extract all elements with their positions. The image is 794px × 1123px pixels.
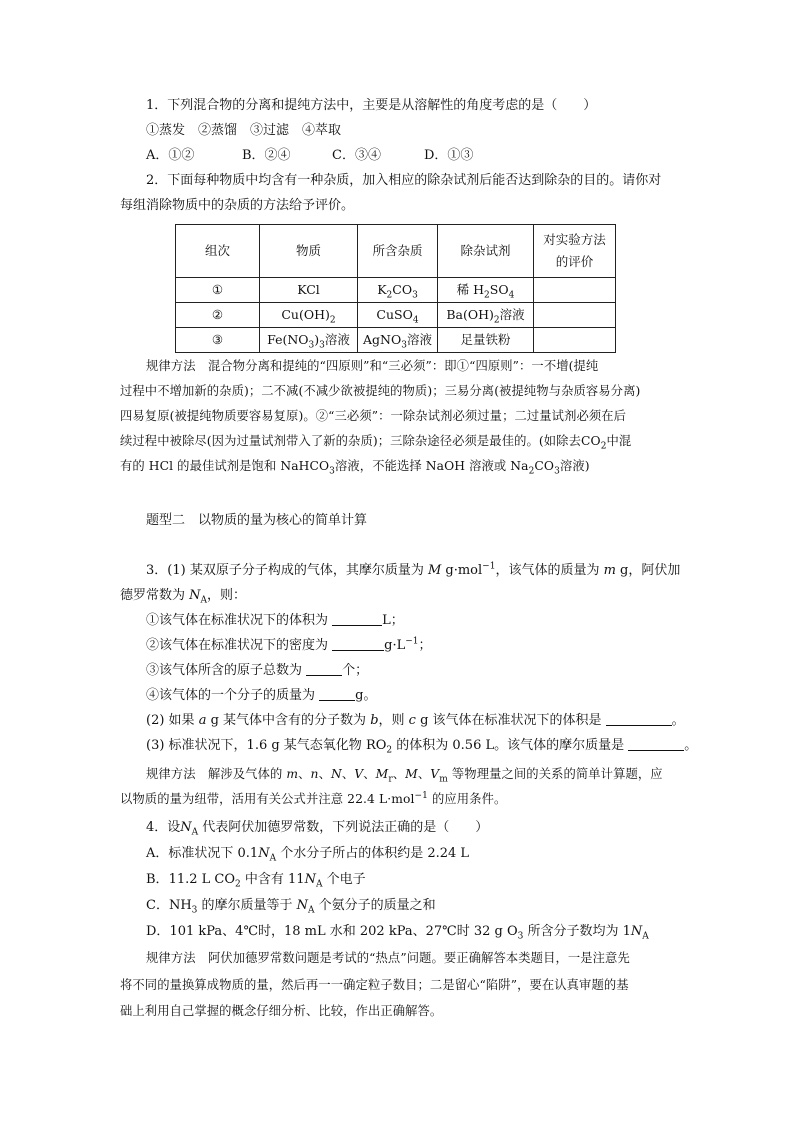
q3-stem-line2: 德罗常数为 $N_A$，则： [120,588,247,606]
answer-blank[interactable] [332,613,382,626]
cell-group: ① [176,278,260,303]
table-row [176,278,616,303]
rule3-line2: 将不同的量换算成物质的量，然后再一一确定粒子数目；二是留心“陷阱”，要在认真审题的基 [120,978,629,992]
cell-substance: KCl [260,278,358,303]
cell-impurity: CuSO$_4$ [358,303,438,328]
impurity-table [175,224,616,353]
rule1-line3: 四易复原(被提纯物质要容易复原)。②“三必须”：一除杂试剂必须过量；二过量试剂必须在后 [120,409,627,423]
q2-stem-line1: 2．下面每种物质中均含有一种杂质，加入相应的除杂试剂后能否达到除杂的目的。请你对 [146,173,662,188]
cell-evaluation[interactable] [534,328,616,353]
answer-blank[interactable] [606,713,672,726]
header-evaluation-line1: 对实验方法 [543,232,606,247]
cell-substance: $Fe(NO_3)_3$溶液 [260,328,358,353]
q4-option-a: A．标准状况下 $0.1N_A$ 个水分子所占的体积约是 2.24 L [146,846,470,864]
cell-reagent: 足量铁粉 [438,328,534,353]
q4-option-c: C．$NH_3$ 的摩尔质量等于 $N_A$ 个氨分子的质量之和 [146,898,436,916]
cell-impurity: $K_2CO_3$ [358,278,438,303]
cell-group: ② [176,303,260,328]
rule3-line3: 础上利用自己掌握的概念仔细分析、比较，作出正确解答。 [120,1004,443,1018]
q3-stem-line1: 3．(1) 某双原子分子构成的气体，其摩尔质量为 M g·mol$^{-1}$，该气体的质量为 m g，阿伏加 [146,561,681,578]
answer-blank[interactable] [319,688,355,701]
q4-stem: 4．设$N_A$ 代表阿伏加德罗常数，下列说法正确的是（ ） [146,820,489,838]
rule1-line2: 过程中不增加新的杂质)；二不减(不减少欲被提纯的物质)；三易分离(被提纯物与杂质容易分离) [120,384,641,398]
cell-evaluation[interactable] [534,303,616,328]
q2-stem-line2: 每组消除物质中的杂质的方法给予评价。 [120,198,355,213]
q3-sub1: ①该气体在标准状况下的体积为 L； [146,613,404,628]
header-evaluation [534,225,616,278]
q3-sub4: ④该气体的一个分子的质量为 g。 [146,688,377,703]
q4-option-d: D．101 kPa、4℃时，18 mL 水和 202 kPa、27℃时 32 g $O_3$ 所含分子数均为 $1N_A$ [146,924,649,942]
table-row [176,328,616,353]
rule2-line2: 以物质的量为纽带，活用有关公式并注意 22.4 L·mol$^{-1}$ 的应用条件。 [120,790,507,806]
q1-options [146,148,473,164]
q1-option-c: C．③④ [332,148,381,163]
cell-substance: $Cu(OH)_2$ [260,303,358,328]
header-substance: 物质 [260,225,358,278]
q3-part3: (3) 标准状况下，1.6 g 某气态氧化物 $RO_2$ 的体积为 0.56 L。该气体的摩尔质量是 。 [146,738,698,756]
cell-reagent: 稀 $H_2SO_4$ [438,278,534,303]
section2-title: 题型二 以物质的量为核心的简单计算 [146,513,368,528]
header-reagent: 除杂试剂 [438,225,534,278]
cell-evaluation[interactable] [534,278,616,303]
q3-sub2: ②该气体在标准状况下的密度为 $g\cdot L^{-1}$； [146,636,432,653]
cell-reagent: $Ba(OH)_2$溶液 [438,303,534,328]
q1-items: ①蒸发 ②蒸馏 ③过滤 ④萃取 [146,123,342,138]
cell-impurity: AgNO$_3$溶液 [358,328,438,353]
answer-blank[interactable] [628,738,684,751]
table-header-row [176,225,616,278]
header-impurity: 所含杂质 [358,225,438,278]
answer-blank[interactable] [306,663,342,676]
q3-sub3: ③该气体所含的原子总数为 个； [146,663,369,678]
header-evaluation-line2: 的评价 [555,254,594,269]
cell-group: ③ [176,328,260,353]
table-row [176,303,616,328]
rule1-line1: 规律方法 混合物分离和提纯的“四原则”和“三必须”：即①“四原则”：一不增(提纯 [146,359,599,373]
q1-option-a: A．①② [146,148,195,163]
q4-option-b: B．11.2 L $CO_2$ 中含有 $11N_A$ 个电子 [146,872,366,890]
q1-option-d: D．①③ [424,148,474,163]
answer-blank[interactable] [332,638,384,651]
header-group: 组次 [176,225,260,278]
q1-option-b: B．②④ [242,148,291,163]
rule3-line1: 规律方法 阿伏加德罗常数问题是考试的“热点”问题。要正确解答本类题目，一是注意先 [146,951,630,965]
rule1-line4: 续过程中被除尽(因为过量试剂带入了新的杂质)；三除杂途径必须是最佳的。(如除去$CO_2$中混 [120,434,632,452]
q3-part2: (2) 如果 a g 某气体中含有的分子数为 b，则 c g 该气体在标准状况下的体积是 。 [146,713,685,728]
rule2-line1: 规律方法 解涉及气体的 m、n、N、V、$M_r$、M、$V_m$ 等物理量之间的关系的简单计算题，应 [146,767,663,785]
q1-stem: 1．下列混合物的分离和提纯方法中，主要是从溶解性的角度考虑的是（ ） [146,98,597,113]
rule1-line5: 有的 HCl 的最佳试剂是饱和 NaHCO$_3$溶液，不能选择 NaOH 溶液或 $Na_2CO_3$溶液) [120,459,590,477]
